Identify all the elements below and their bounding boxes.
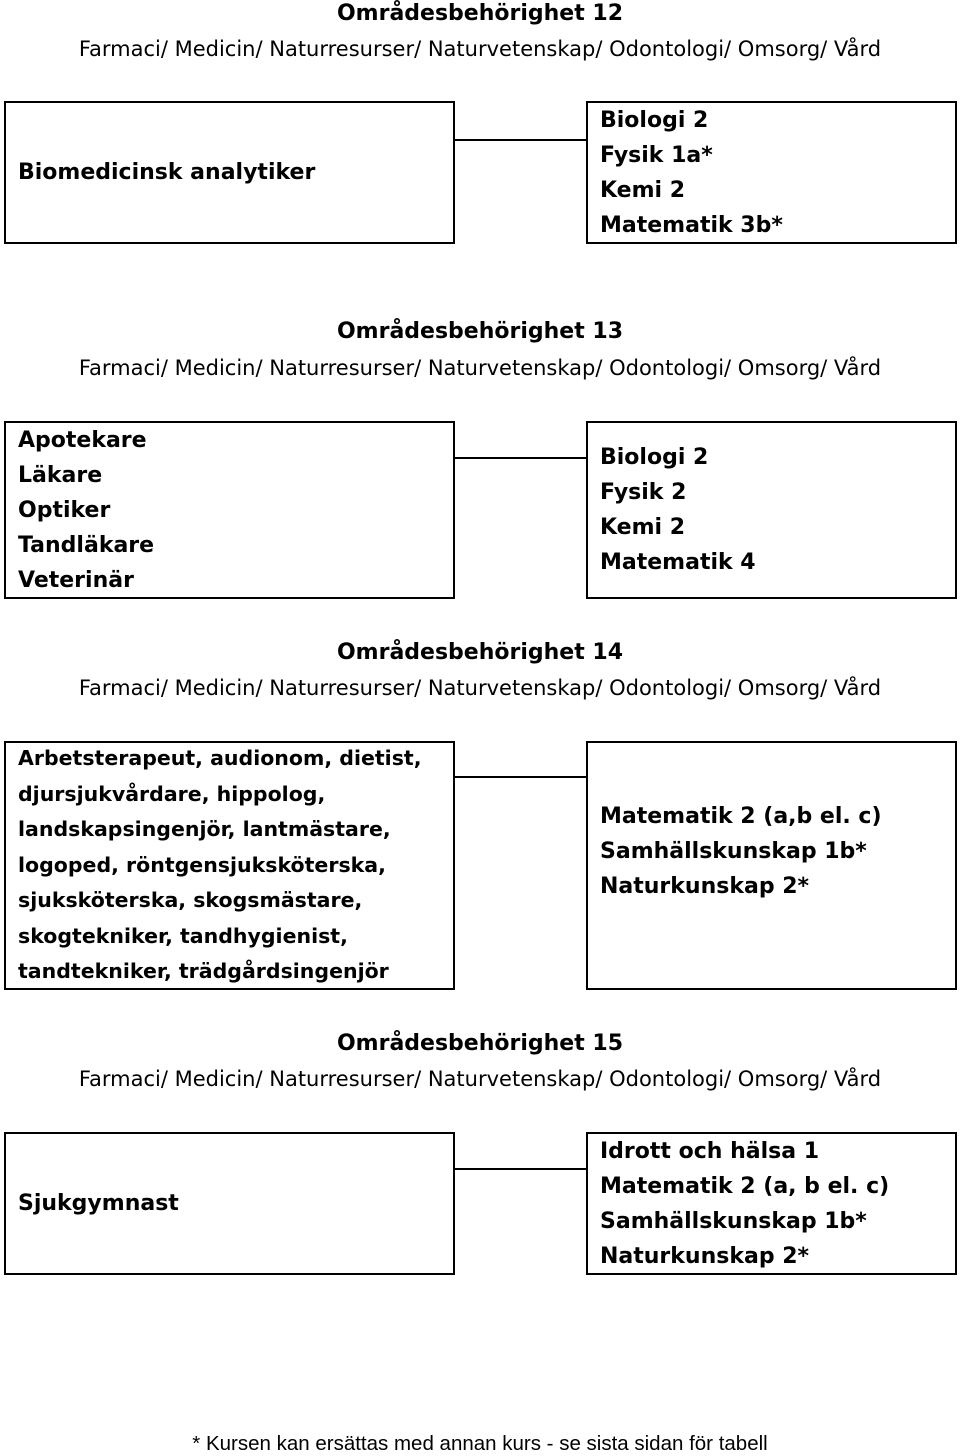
programs-box-15 (4, 1132, 455, 1275)
footnote: * Kursen kan ersättas med annan kurs - se sista sidan för tabell (192, 1432, 768, 1455)
programs-box-13 (4, 421, 455, 599)
requirements-box-14 (586, 741, 957, 990)
requirement-list-15 (600, 1134, 889, 1274)
program-line: Biomedicinsk analytiker (18, 160, 316, 185)
program-list-15 (18, 1186, 179, 1221)
requirement-line: Fysik 1a* (600, 142, 713, 168)
section-subtitle-13: Farmaci/ Medicin/ Naturresurser/ Naturvetenskap/ Odontologi/ Omsorg/ Vård (78, 356, 882, 380)
connector-15 (455, 1168, 588, 1275)
section-title-15: Områdesbehörighet 15 (336, 1031, 624, 1056)
program-list-13 (18, 423, 154, 598)
program-line: landskapsingenjör, lantmästare, (18, 817, 391, 842)
programs-box-12 (4, 101, 455, 244)
requirement-line: Samhällskunskap 1b* (600, 839, 867, 864)
requirement-list-13 (600, 440, 756, 580)
requirement-line: Matematik 2 (a, b el. c) (600, 1173, 890, 1199)
requirements-box-15 (586, 1132, 957, 1275)
program-line: Optiker (18, 497, 111, 523)
requirement-line: Biologi 2 (600, 107, 709, 133)
requirement-line: Kemi 2 (600, 515, 686, 540)
section-subtitle-12: Farmaci/ Medicin/ Naturresurser/ Naturvetenskap/ Odontologi/ Omsorg/ Vård (78, 37, 882, 61)
connector-12 (455, 139, 588, 244)
program-line: Sjukgymnast (18, 1191, 179, 1216)
requirement-line: Matematik 2 (a,b el. c) (600, 804, 882, 829)
requirement-line: Fysik 2 (600, 480, 687, 505)
requirement-line: Matematik 4 (600, 550, 756, 575)
requirement-line: Samhällskunskap 1b* (600, 1208, 867, 1234)
requirement-line: Biologi 2 (600, 445, 709, 470)
requirement-line: Naturkunskap 2* (600, 1243, 810, 1269)
requirements-box-12 (586, 101, 957, 244)
program-line: logoped, röntgensjuksköterska, (18, 852, 386, 877)
program-line: Tandläkare (18, 532, 155, 558)
program-line: Läkare (18, 462, 103, 488)
section-subtitle-14: Farmaci/ Medicin/ Naturresurser/ Naturvetenskap/ Odontologi/ Omsorg/ Vård (78, 676, 882, 700)
section-subtitle-15: Farmaci/ Medicin/ Naturresurser/ Naturvetenskap/ Odontologi/ Omsorg/ Vård (78, 1067, 882, 1091)
program-list-12 (18, 155, 315, 190)
requirements-box-13 (586, 421, 957, 599)
requirement-line: Kemi 2 (600, 177, 686, 203)
program-line: sjuksköterska, skogsmästare, (18, 888, 363, 913)
requirement-line: Idrott och hälsa 1 (600, 1138, 820, 1164)
program-line: Apotekare (18, 427, 147, 453)
program-line: skogtekniker, tandhygienist, (18, 923, 348, 948)
program-line: Arbetsterapeut, audionom, dietist, (18, 746, 422, 771)
connector-13 (455, 457, 588, 599)
section-title-13: Områdesbehörighet 13 (336, 319, 624, 344)
program-line: Veterinär (18, 567, 134, 593)
program-list-14 (18, 741, 422, 990)
connector-14 (455, 776, 588, 990)
requirement-line: Naturkunskap 2* (600, 874, 810, 899)
requirement-list-12 (600, 103, 783, 243)
requirement-line: Matematik 3b* (600, 212, 783, 238)
program-line: tandtekniker, trädgårdsingenjör (18, 959, 389, 984)
programs-box-14 (4, 741, 455, 990)
requirement-list-14 (600, 799, 882, 904)
section-title-14: Områdesbehörighet 14 (336, 640, 624, 665)
program-line: djursjukvårdare, hippolog, (18, 781, 326, 806)
section-title-12: Områdesbehörighet 12 (336, 1, 624, 26)
